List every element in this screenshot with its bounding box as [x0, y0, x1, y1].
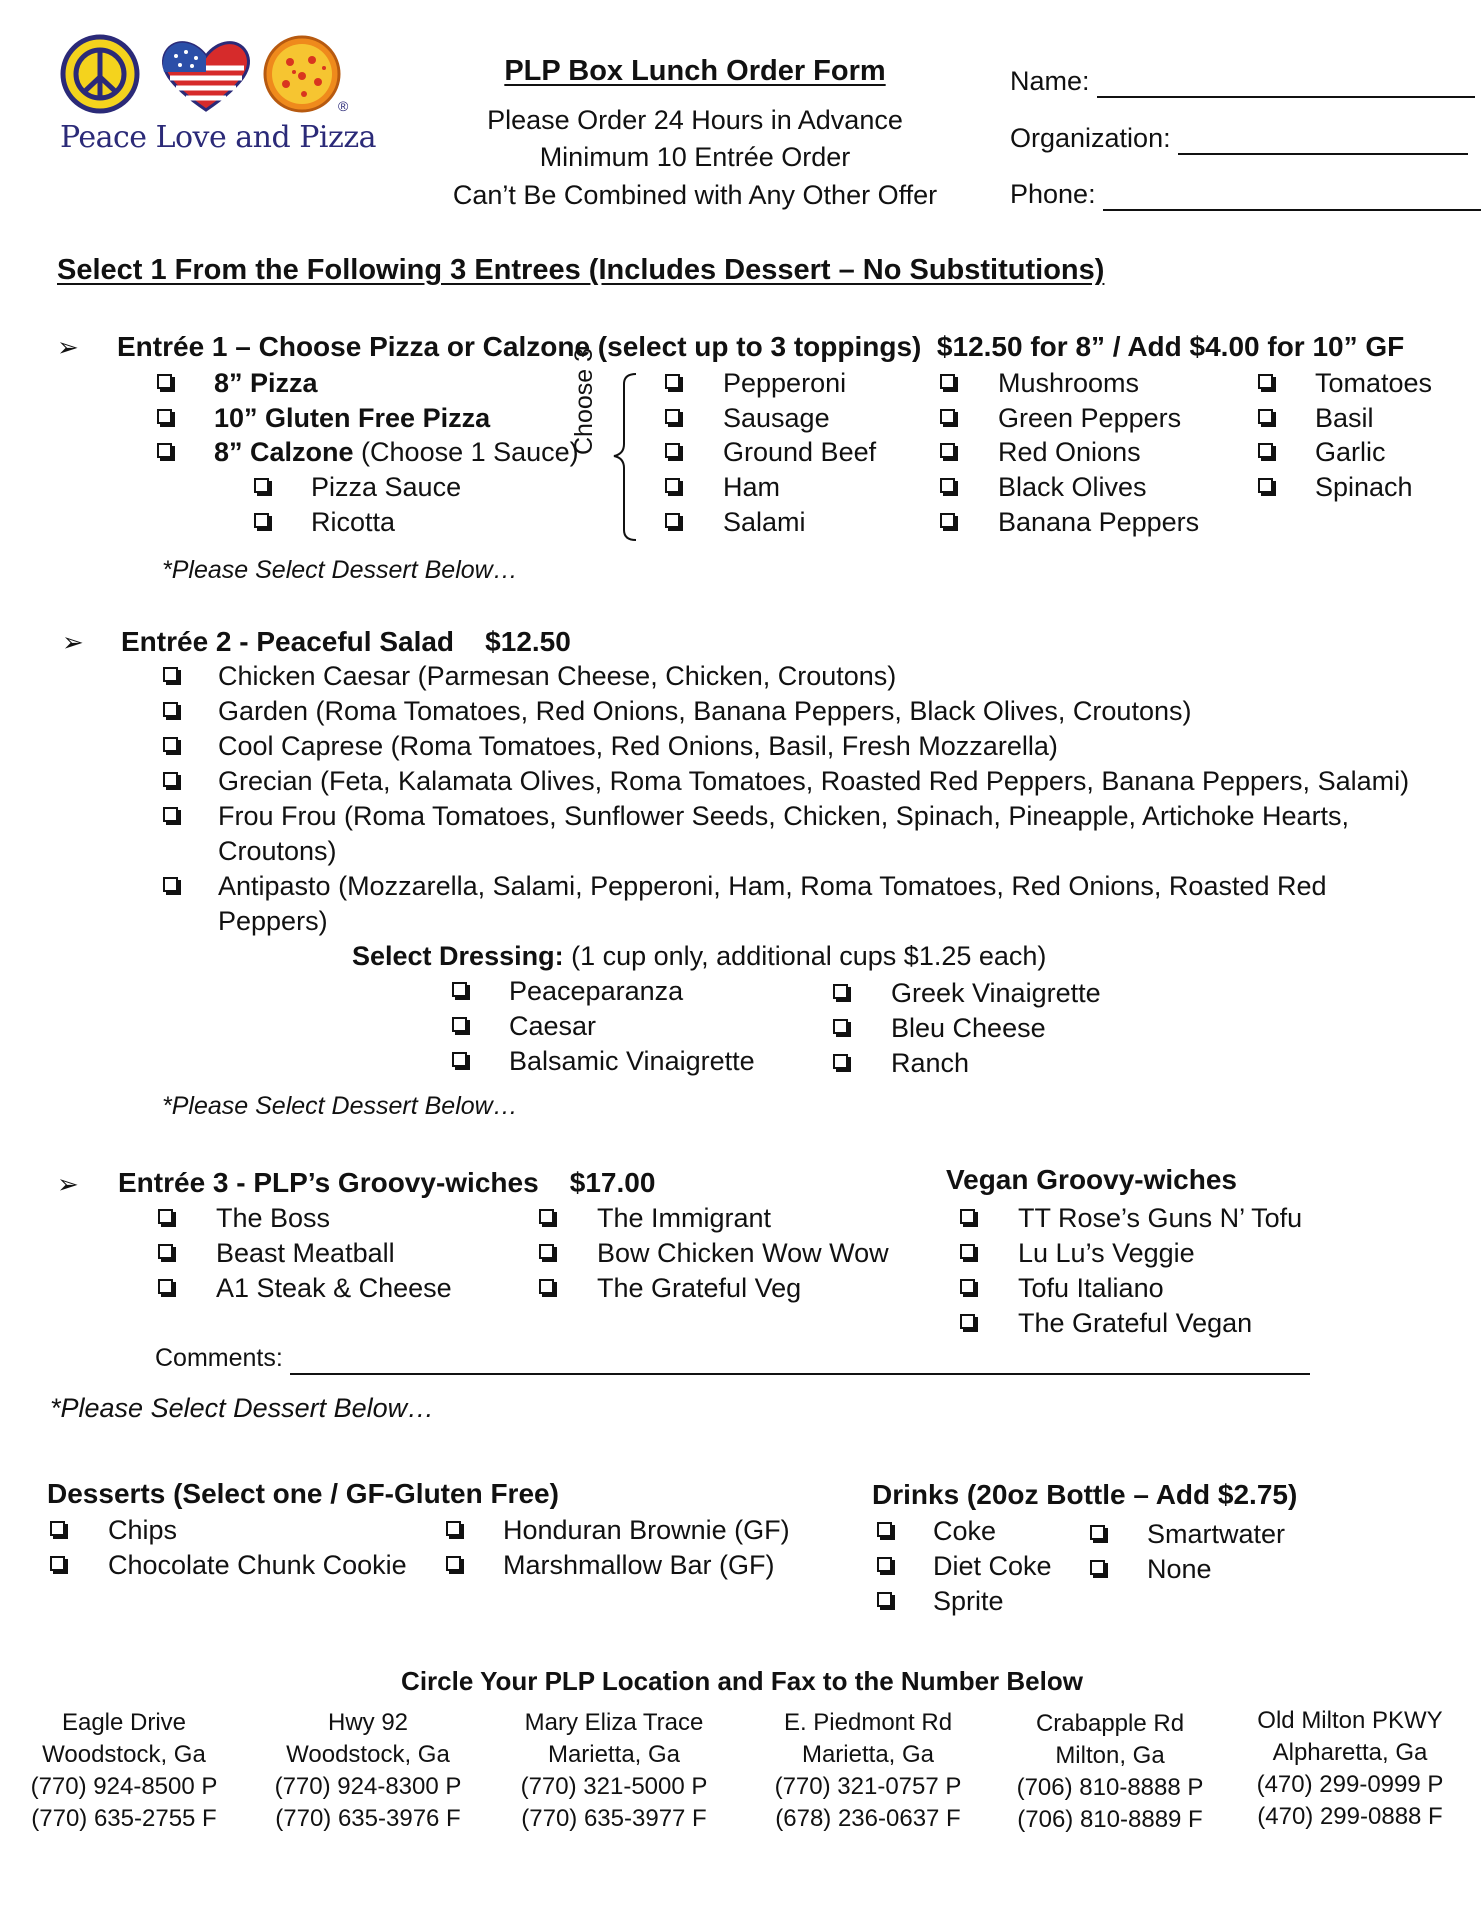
main-dessert-note: *Please Select Dessert Below…	[50, 1393, 435, 1423]
topping-banana-peppers: Banana Peppers	[998, 507, 1200, 537]
location-city: Woodstock, Ga	[42, 1741, 206, 1768]
entree1-dessert-note: *Please Select Dessert Below…	[162, 556, 518, 584]
salad-antipasto: Antipasto (Mozzarella, Salami, Pepperoni, Ham, Roma Tomatoes, Red Onions, Roasted Red	[218, 871, 1327, 901]
checkbox-8in-pizza[interactable]	[157, 374, 172, 389]
dressing-heading: Select Dressing: (1 cup only, additional cups $1.25 each)	[352, 941, 1047, 971]
option-8in-pizza: 8” Pizza	[214, 368, 318, 398]
groovy-grateful-veg: The Grateful Veg	[597, 1273, 802, 1303]
entree2-price: $12.50	[485, 626, 571, 657]
location-phone: (770) 924-8300 P	[274, 1773, 462, 1800]
peace-heart-pizza-logo	[58, 32, 358, 122]
drinks-title: Drinks (20oz Bottle – Add $2.75)	[872, 1479, 1298, 1510]
topping-ground-beef: Ground Beef	[723, 437, 877, 467]
checkbox-chips[interactable]	[50, 1521, 65, 1536]
location-crabapple[interactable]	[1010, 1708, 1210, 1836]
location-street: Crabapple Rd	[1035, 1710, 1185, 1737]
topping-basil: Basil	[1315, 403, 1374, 433]
dressing-peaceparanza: Peaceparanza	[509, 976, 684, 1006]
salad-antipasto-cont: Peppers)	[218, 906, 328, 936]
location-phone: (770) 321-5000 P	[520, 1773, 708, 1800]
location-street: Old Milton PKWY	[1257, 1707, 1443, 1734]
checkbox-frou-frou[interactable]	[163, 807, 178, 822]
comments-field[interactable]	[155, 1341, 1310, 1375]
checkbox-grateful-veg[interactable]	[539, 1279, 554, 1294]
comments-input-line[interactable]	[290, 1347, 1310, 1375]
location-fax: (706) 810-8889 F	[1017, 1806, 1203, 1833]
checkbox-caesar[interactable]	[452, 1017, 467, 1032]
location-street: E. Piedmont Rd	[783, 1709, 953, 1736]
organization-field[interactable]	[1010, 121, 1468, 155]
choose-3-label: Choose 3	[570, 347, 598, 455]
dressing-greek-vinaigrette: Greek Vinaigrette	[891, 978, 1101, 1008]
checkbox-pepperoni[interactable]	[665, 374, 680, 389]
checkbox-tomatoes[interactable]	[1258, 374, 1273, 389]
topping-pepperoni: Pepperoni	[723, 368, 847, 398]
topping-salami: Salami	[723, 507, 806, 537]
location-fax: (770) 635-3977 F	[521, 1805, 707, 1832]
checkbox-grecian[interactable]	[163, 772, 178, 787]
groovy-the-immigrant: The Immigrant	[597, 1203, 772, 1233]
checkbox-brownie[interactable]	[446, 1521, 461, 1536]
phone-label: Phone:	[1010, 179, 1096, 209]
checkbox-bleu-cheese[interactable]	[833, 1019, 848, 1034]
checkbox-tofu-italiano[interactable]	[960, 1279, 975, 1294]
location-street: Eagle Drive	[61, 1709, 187, 1736]
header-line-minimum: Minimum 10 Entrée Order	[539, 142, 851, 172]
salad-garden: Garden (Roma Tomatoes, Red Onions, Banana Peppers, Black Olives, Croutons)	[218, 696, 1192, 726]
entree2-title: Entrée 2 - Peaceful Salad $12.50	[121, 626, 571, 657]
salad-frou-frou-cont: Croutons)	[218, 836, 337, 866]
checkbox-beast-meatball[interactable]	[158, 1244, 173, 1259]
checkbox-greek-vinaigrette[interactable]	[833, 984, 848, 999]
topping-red-onions: Red Onions	[998, 437, 1141, 467]
checkbox-the-immigrant[interactable]	[539, 1209, 554, 1224]
checkbox-marshmallow[interactable]	[446, 1556, 461, 1571]
checkbox-grateful-vegan[interactable]	[960, 1314, 975, 1329]
checkbox-cookie[interactable]	[50, 1556, 65, 1571]
arrow-bullet-icon: ➢	[62, 627, 84, 657]
desserts-title: Desserts (Select one / GF-Gluten Free)	[47, 1478, 559, 1509]
phone-field[interactable]	[1010, 177, 1481, 211]
dressing-ranch: Ranch	[891, 1048, 970, 1078]
location-fax: (770) 635-3976 F	[275, 1805, 461, 1832]
checkbox-a1-steak[interactable]	[158, 1279, 173, 1294]
location-e-piedmont[interactable]	[768, 1707, 968, 1835]
organization-input-line[interactable]	[1178, 125, 1468, 155]
location-street: Hwy 92	[327, 1709, 409, 1736]
checkbox-red-onions[interactable]	[940, 443, 955, 458]
drink-sprite: Sprite	[933, 1586, 1004, 1616]
brace-bracket	[612, 372, 642, 542]
checkbox-the-boss[interactable]	[158, 1209, 173, 1224]
checkbox-mushrooms[interactable]	[940, 374, 955, 389]
logo-wordmark: Peace Love and Pizza	[60, 120, 377, 155]
dressing-balsamic: Balsamic Vinaigrette	[509, 1046, 755, 1076]
vegan-lulu-veggie: Lu Lu’s Veggie	[1018, 1238, 1195, 1268]
groovy-the-boss: The Boss	[216, 1203, 331, 1233]
option-10in-gf-pizza: 10” Gluten Free Pizza	[214, 403, 491, 433]
location-hwy-92[interactable]	[268, 1707, 468, 1835]
location-city: Marietta, Ga	[547, 1741, 681, 1768]
select-entree-heading: Select 1 From the Following 3 Entrees (Includes Dessert – No Substitutions)	[57, 254, 1105, 286]
location-city: Marietta, Ga	[801, 1741, 935, 1768]
checkbox-pizza-sauce[interactable]	[254, 478, 269, 493]
checkbox-ranch[interactable]	[833, 1054, 848, 1069]
phone-input-line[interactable]	[1103, 181, 1481, 211]
drink-none: None	[1147, 1554, 1212, 1584]
checkbox-banana-peppers[interactable]	[940, 513, 955, 528]
checkbox-spinach[interactable]	[1258, 478, 1273, 493]
organization-label: Organization:	[1010, 123, 1171, 153]
sauce-pizza-sauce: Pizza Sauce	[311, 472, 462, 502]
checkbox-chicken-caesar[interactable]	[163, 667, 178, 682]
header-line-advance: Please Order 24 Hours in Advance	[487, 105, 903, 135]
dressing-caesar: Caesar	[509, 1011, 597, 1041]
location-phone: (470) 299-0999 P	[1256, 1771, 1444, 1798]
checkbox-smartwater[interactable]	[1090, 1525, 1105, 1540]
checkbox-sprite[interactable]	[877, 1592, 892, 1607]
checkbox-lulu-veggie[interactable]	[960, 1244, 975, 1259]
salad-cool-caprese: Cool Caprese (Roma Tomatoes, Red Onions, Basil, Fresh Mozzarella)	[218, 731, 1058, 761]
checkbox-diet-coke[interactable]	[877, 1557, 892, 1572]
location-fax: (470) 299-0888 F	[1257, 1803, 1443, 1830]
groovy-a1-steak: A1 Steak & Cheese	[216, 1273, 452, 1303]
name-label: Name:	[1010, 66, 1090, 96]
vegan-grateful-vegan: The Grateful Vegan	[1018, 1308, 1253, 1338]
location-mary-eliza-trace[interactable]	[514, 1707, 714, 1835]
checkbox-sausage[interactable]	[665, 409, 680, 424]
checkbox-coke[interactable]	[877, 1522, 892, 1537]
dessert-chips: Chips	[108, 1515, 178, 1545]
comments-label: Comments:	[155, 1344, 283, 1372]
location-old-milton[interactable]	[1245, 1705, 1455, 1833]
checkbox-ground-beef[interactable]	[665, 443, 680, 458]
checkbox-green-peppers[interactable]	[940, 409, 955, 424]
topping-ham: Ham	[723, 472, 781, 502]
drink-coke: Coke	[933, 1516, 997, 1546]
groovy-beast-meatball: Beast Meatball	[216, 1238, 395, 1268]
entree1-title: Entrée 1 – Choose Pizza or Calzone (select up to 3 toppings) $12.50 for 8” / Add $4.00 for 10” GF	[117, 331, 1405, 362]
dessert-cookie: Chocolate Chunk Cookie	[108, 1550, 407, 1580]
checkbox-tt-rose[interactable]	[960, 1209, 975, 1224]
topping-garlic: Garlic	[1315, 437, 1386, 467]
location-city: Woodstock, Ga	[286, 1741, 450, 1768]
location-phone: (770) 924-8500 P	[30, 1773, 218, 1800]
checkbox-bow-chicken[interactable]	[539, 1244, 554, 1259]
entree2-dessert-note: *Please Select Dessert Below…	[162, 1092, 518, 1120]
entree1-price: $12.50 for 8” / Add $4.00 for 10” GF	[936, 331, 1405, 362]
logo	[58, 32, 377, 172]
locations-heading: Circle Your PLP Location and Fax to the Number Below	[401, 1666, 1083, 1696]
checkbox-8in-calzone[interactable]	[157, 443, 172, 458]
location-fax: (678) 236-0637 F	[775, 1805, 961, 1832]
vegan-tt-rose: TT Rose’s Guns N’ Tofu	[1018, 1203, 1303, 1233]
dessert-brownie: Honduran Brownie (GF)	[503, 1515, 790, 1545]
name-field[interactable]	[1010, 64, 1475, 98]
topping-tomatoes: Tomatoes	[1315, 368, 1433, 398]
name-input-line[interactable]	[1097, 68, 1475, 98]
drink-diet-coke: Diet Coke	[933, 1551, 1052, 1581]
location-phone: (706) 810-8888 P	[1016, 1774, 1204, 1801]
salad-chicken-caesar: Chicken Caesar (Parmesan Cheese, Chicken, Croutons)	[218, 661, 897, 691]
location-eagle-drive[interactable]	[24, 1707, 224, 1835]
location-street: Mary Eliza Trace	[524, 1709, 704, 1736]
checkbox-basil[interactable]	[1258, 409, 1273, 424]
registered-mark: ®	[338, 98, 349, 114]
entree3-price: $17.00	[569, 1167, 656, 1198]
checkbox-ricotta[interactable]	[254, 513, 269, 528]
location-city: Alpharetta, Ga	[1272, 1739, 1428, 1766]
checkbox-ham[interactable]	[665, 478, 680, 493]
sauce-ricotta: Ricotta	[311, 507, 396, 537]
topping-green-peppers: Green Peppers	[998, 403, 1182, 433]
vegan-tofu-italiano: Tofu Italiano	[1018, 1273, 1164, 1303]
checkbox-10in-gf-pizza[interactable]	[157, 409, 172, 424]
location-fax: (770) 635-2755 F	[31, 1805, 217, 1832]
topping-sausage: Sausage	[723, 403, 830, 433]
arrow-bullet-icon: ➢	[57, 332, 79, 362]
checkbox-antipasto[interactable]	[163, 877, 178, 892]
location-phone: (770) 321-0757 P	[774, 1773, 962, 1800]
topping-mushrooms: Mushrooms	[998, 368, 1140, 398]
checkbox-none[interactable]	[1090, 1560, 1105, 1575]
checkbox-salami[interactable]	[665, 513, 680, 528]
checkbox-garden[interactable]	[163, 702, 178, 717]
checkbox-peaceparanza[interactable]	[452, 982, 467, 997]
salad-frou-frou: Frou Frou (Roma Tomatoes, Sunflower Seeds, Chicken, Spinach, Pineapple, Artichoke Hearts,	[218, 801, 1350, 831]
drink-smartwater: Smartwater	[1147, 1519, 1286, 1549]
dressing-bleu-cheese: Bleu Cheese	[891, 1013, 1046, 1043]
header-line-no-combine: Can’t Be Combined with Any Other Offer	[452, 180, 938, 210]
location-city: Milton, Ga	[1055, 1742, 1165, 1769]
topping-spinach: Spinach	[1315, 472, 1413, 502]
checkbox-balsamic[interactable]	[452, 1052, 467, 1067]
vegan-title: Vegan Groovy-wiches	[946, 1164, 1237, 1195]
checkbox-garlic[interactable]	[1258, 443, 1273, 458]
salad-grecian: Grecian (Feta, Kalamata Olives, Roma Tomatoes, Roasted Red Peppers, Banana Peppers, Salami)	[218, 766, 1410, 796]
checkbox-cool-caprese[interactable]	[163, 737, 178, 752]
entree3-title: Entrée 3 - PLP’s Groovy-wiches $17.00	[118, 1167, 656, 1198]
option-8in-calzone: 8” Calzone (Choose 1 Sauce)	[214, 437, 579, 467]
arrow-bullet-icon: ➢	[57, 1169, 79, 1199]
topping-black-olives: Black Olives	[998, 472, 1147, 502]
checkbox-black-olives[interactable]	[940, 478, 955, 493]
groovy-bow-chicken: Bow Chicken Wow Wow	[597, 1238, 889, 1268]
dessert-marshmallow: Marshmallow Bar (GF)	[503, 1550, 775, 1580]
form-title: PLP Box Lunch Order Form	[504, 55, 886, 87]
